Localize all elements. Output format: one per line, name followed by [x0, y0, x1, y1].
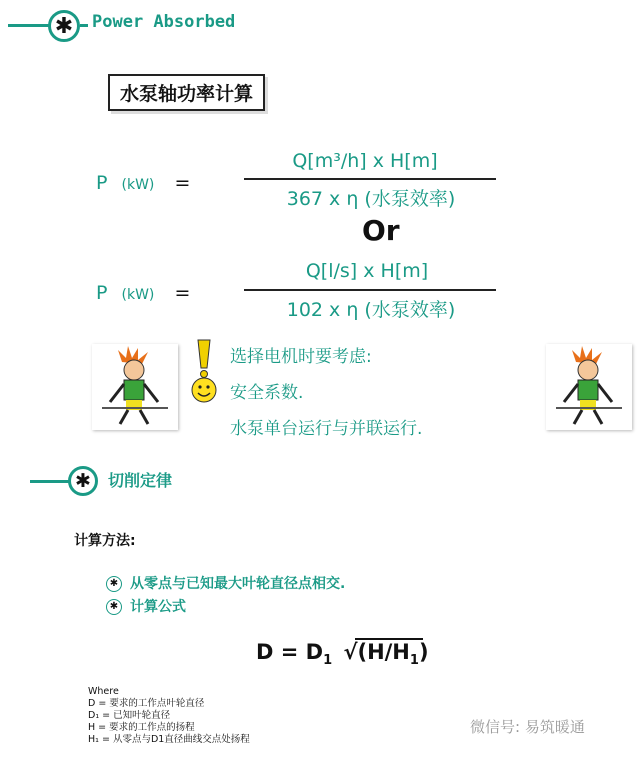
where-line: H₁ = 从零点与D1直径曲线交点处扬程	[88, 734, 250, 745]
section1-title: Power Absorbed	[92, 12, 236, 32]
bullet-text: 计算公式	[130, 599, 186, 615]
note-line: 选择电机时要考虑:	[230, 347, 372, 367]
formula2-lhs	[96, 282, 190, 304]
asterisk-bullet-icon: ✱	[106, 576, 122, 592]
where-line: D = 要求的工作点叶轮直径	[88, 698, 205, 709]
d-formula-close: )	[418, 640, 429, 664]
section2-rule	[30, 480, 70, 483]
formula1-numerator: Q[m³/h] x H[m]	[292, 150, 438, 172]
formula2-p: P	[96, 282, 108, 304]
d-formula-left: D = D	[256, 640, 324, 664]
bullet-item	[106, 596, 186, 616]
cartoon-person-left-icon	[92, 344, 178, 430]
d-formula-radicand: (H/H	[357, 640, 410, 664]
boxed-title: 水泵轴功率计算	[108, 74, 265, 111]
formula2-unit: (kW)	[121, 287, 155, 303]
sqrt-icon: √	[343, 640, 358, 664]
section1-rule	[8, 24, 50, 27]
or-label: Or	[362, 214, 400, 247]
method-title: 计算方法:	[74, 533, 136, 549]
bullet-item	[106, 573, 345, 593]
cartoon-person-right-icon	[546, 344, 632, 430]
formula1-p: P	[96, 172, 108, 194]
formula2-equals: =	[174, 282, 191, 304]
formula1-denominator: 367 x η (水泵效率)	[286, 188, 456, 210]
watermark: 微信号: 易筑暖通	[470, 718, 585, 736]
formula2-denominator: 102 x η (水泵效率)	[286, 299, 456, 321]
asterisk-bullet-icon: ✱	[106, 599, 122, 615]
exclamation-smiley-icon	[188, 338, 220, 404]
formula2-numerator: Q[l/s] x H[m]	[305, 260, 429, 282]
section1-rule-right	[80, 24, 88, 27]
note-line: 水泵单台运行与并联运行.	[230, 419, 423, 439]
where-line: H = 要求的工作点的扬程	[88, 722, 195, 733]
formula1-unit: (kW)	[121, 177, 155, 193]
where-heading: Where	[88, 686, 119, 697]
asterisk-badge-icon: ✱	[48, 10, 80, 42]
formula2-fraction-bar	[244, 289, 496, 291]
impeller-diameter-formula	[256, 640, 429, 668]
formula1-equals: =	[174, 172, 191, 194]
d-formula-sub: 1	[323, 653, 333, 669]
formula1-lhs	[96, 172, 190, 194]
bullet-text: 从零点与已知最大叶轮直径点相交.	[130, 576, 346, 592]
section2-title: 切削定律	[108, 471, 173, 490]
where-line: D₁ = 已知叶轮直径	[88, 710, 171, 721]
note-line: 安全系数.	[230, 383, 304, 403]
formula1-fraction-bar	[244, 178, 496, 180]
d-formula-radicand-sub: 1	[409, 653, 419, 669]
asterisk-badge-icon: ✱	[68, 466, 98, 496]
